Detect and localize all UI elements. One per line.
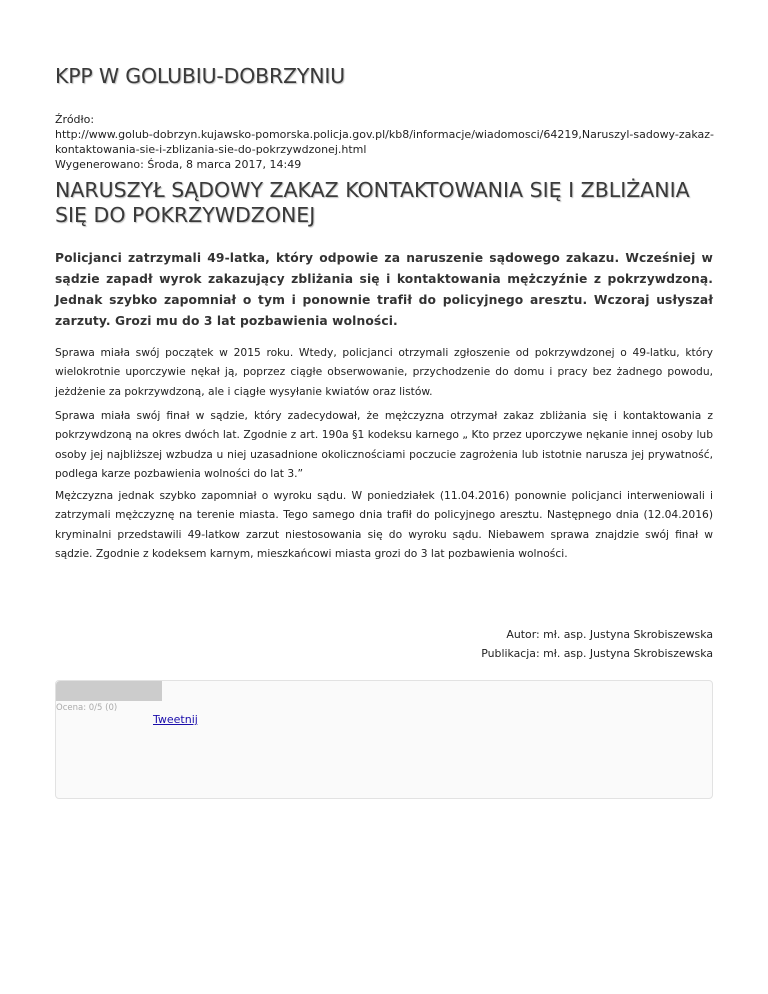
source-meta bbox=[55, 112, 715, 172]
article-paragraph-3: Mężczyzna jednak szybko zapomniał o wyroku sądu. W poniedziałek (11.04.2016) ponownie policjanci interweniowali i zatrzymali mężczyznę na terenie miasta. Tego samego dnia trafił do policyjnego aresztu. Następnego dnia (12.04.2016) kryminalni przedstawili 49-latkow zarzut niestosowania się do wyroku sądu. Niebawem sprawa znajdzie swój finał w sądzie. Zgodnie z kodeksem karnym, mieszkańcowi miasta grozi do 3 lat pozbawienia wolności. bbox=[55, 489, 713, 561]
rating-text: Ocena: 0/5 (0) bbox=[56, 703, 118, 713]
rating-bar[interactable] bbox=[56, 681, 162, 701]
source-url: http://www.golub-dobrzyn.kujawsko-pomorska.policja.gov.pl/kb8/informacje/wiadomosci/64219,Naruszyl-sadowy-zakaz-kontaktowania-sie-i-zblizania-sie-do-pokrzywdzonej.html bbox=[55, 128, 715, 156]
rating-share-box bbox=[55, 680, 713, 799]
author-block bbox=[481, 625, 713, 663]
article-title: NARUSZYŁ SĄDOWY ZAKAZ KONTAKTOWANIA SIĘ I ZBLIŻANIA SIĘ DO POKRZYWDZONEJ bbox=[55, 178, 690, 227]
article-paragraph-1: Sprawa miała swój początek w 2015 roku. Wtedy, policjanci otrzymali zgłoszenie od pokrzywdzonej o 49-latku, który wielokrotnie uporczywie nękał ją, poprzez ciągłe obserwowanie, przychodzenie do domu i pracy bez żadnego powodu, jeżdżenie za pokrzywdzoną, ale i ciągłe wysyłanie kwiatów oraz listów. bbox=[55, 346, 713, 398]
generated-date: Wygenerowano: Środa, 8 marca 2017, 14:49 bbox=[55, 158, 302, 171]
author-line: Autor: mł. asp. Justyna Skrobiszewska bbox=[506, 628, 713, 641]
source-label: Źródło: bbox=[55, 113, 95, 126]
article-lead: Policjanci zatrzymali 49-latka, który odpowie za naruszenie sądowego zakazu. Wcześniej w sądzie zapadł wyrok zakazujący zbliżania się i kontaktowania mężczyźnie z pokrzywdzoną. Jednak szybko zapomniał o tym i ponownie trafił do policyjnego aresztu. Wczoraj usłyszał zarzuty. Grozi mu do 3 lat pozbawienia wolności. bbox=[55, 251, 713, 328]
article-paragraph-2: Sprawa miała swój finał w sądzie, który zadecydował, że mężczyzna otrzymał zakaz zbliżania się i kontaktowania z pokrzywdzoną na okres dwóch lat. Zgodnie z art. 190a §1 kodeksu karnego „ Kto przez uporczywe nękanie innej osoby lub osoby jej najbliższej wzbudza u niej uzasadnione okolicznościami poczucie zagrożenia lub istotnie narusza jej prywatność, podlega karze pozbawienia wolności do lat 3.” bbox=[55, 409, 713, 481]
publication-line: Publikacja: mł. asp. Justyna Skrobiszewska bbox=[481, 647, 713, 660]
site-title: KPP W GOLUBIU-DOBRZYNIU bbox=[55, 64, 345, 88]
tweet-link[interactable]: Tweetnij bbox=[153, 713, 198, 726]
